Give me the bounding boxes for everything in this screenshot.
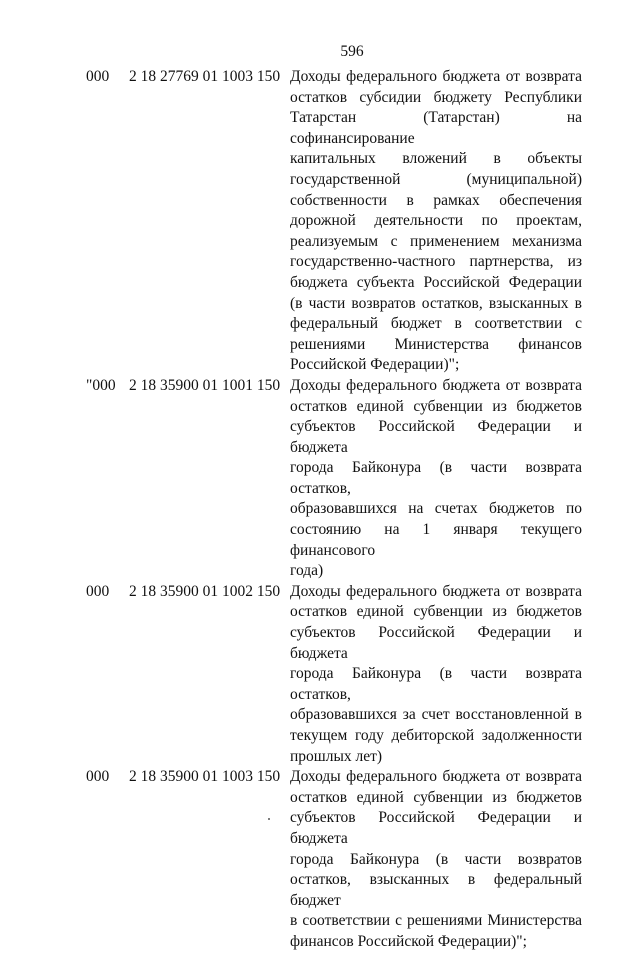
revenue-description bbox=[290, 582, 582, 767]
description-line: остатков единой субвенции из бюджетов bbox=[290, 603, 582, 621]
description-line: в соответствии с решениями Министерства bbox=[290, 912, 582, 930]
revenue-classification-code: 2 18 35900 01 1001 150 bbox=[129, 376, 281, 394]
description-line: государственно-частного партнерства, из bbox=[290, 253, 582, 271]
scan-speck bbox=[268, 818, 270, 820]
administrator-code: 000 bbox=[86, 582, 110, 600]
description-line: образовавшихся за счет восстановленной в bbox=[290, 706, 582, 724]
budget-code-entry bbox=[0, 767, 640, 952]
description-line: остатков субсидии бюджету Республики bbox=[290, 88, 582, 106]
description-line: города Байконура (в части возврата остатков, bbox=[290, 459, 582, 497]
budget-code-entry bbox=[0, 376, 640, 582]
description-line: субъектов Российской Федерации и бюджета bbox=[290, 624, 582, 662]
description-line: прошлых лет) bbox=[290, 747, 383, 765]
budget-code-entry bbox=[0, 582, 640, 767]
budget-code-entry bbox=[0, 67, 640, 376]
revenue-classification-code: 2 18 35900 01 1002 150 bbox=[129, 582, 281, 600]
description-line: остатков единой субвенции из бюджетов bbox=[290, 397, 582, 415]
description-line: субъектов Российской Федерации и бюджета bbox=[290, 809, 582, 847]
description-line: федеральный бюджет в соответствии с bbox=[290, 315, 582, 333]
description-line: собственности в рамках обеспечения bbox=[290, 191, 582, 209]
description-line: субъектов Российской Федерации и бюджета bbox=[290, 418, 582, 456]
administrator-code: "000 bbox=[86, 376, 116, 394]
description-line: реализуемым с применением механизма bbox=[290, 232, 582, 250]
administrator-code: 000 bbox=[86, 68, 110, 85]
description-line: государственной (муниципальной) bbox=[290, 170, 582, 188]
revenue-description bbox=[290, 376, 582, 582]
description-line: решениями Министерства финансов bbox=[290, 335, 582, 353]
revenue-description bbox=[290, 767, 582, 952]
description-line: капитальных вложений в объекты bbox=[290, 150, 582, 168]
revenue-classification-code: 2 18 35900 01 1003 150 bbox=[129, 768, 281, 786]
description-line: Татарстан (Татарстан) на софинансирование bbox=[290, 109, 582, 147]
budget-code-list bbox=[0, 67, 640, 953]
description-line: города Байконура (в части возвратов bbox=[290, 850, 582, 868]
description-line: города Байконура (в части возврата остатков, bbox=[290, 665, 582, 703]
description-line: Доходы федерального бюджета от возврата bbox=[290, 376, 582, 394]
description-line: образовавшихся на счетах бюджетов по bbox=[290, 500, 582, 518]
revenue-description bbox=[290, 67, 582, 376]
administrator-code: 000 bbox=[86, 768, 110, 786]
description-line: финансов Российской Федерации)"; bbox=[290, 932, 527, 950]
description-line: текущем году дебиторской задолженности bbox=[290, 727, 582, 744]
description-line: года) bbox=[290, 562, 324, 580]
description-line: бюджета субъекта Российской Федерации bbox=[290, 273, 582, 291]
description-line: Российской Федерации)"; bbox=[290, 356, 460, 374]
description-line: (в части возвратов остатков, взысканных в bbox=[290, 294, 582, 312]
page-number: 596 bbox=[340, 43, 364, 60]
description-line: состоянию на 1 января текущего финансового bbox=[290, 521, 582, 559]
description-line: дорожной деятельности по проектам, bbox=[290, 212, 582, 230]
description-line: Доходы федерального бюджета от возврата bbox=[290, 768, 582, 786]
description-line: Доходы федерального бюджета от возврата bbox=[290, 582, 582, 600]
revenue-classification-code: 2 18 27769 01 1003 150 bbox=[129, 68, 281, 85]
description-line: остатков, взысканных в федеральный бюджет bbox=[290, 871, 582, 909]
description-line: остатков единой субвенции из бюджетов bbox=[290, 788, 582, 806]
description-line: Доходы федерального бюджета от возврата bbox=[290, 68, 582, 85]
